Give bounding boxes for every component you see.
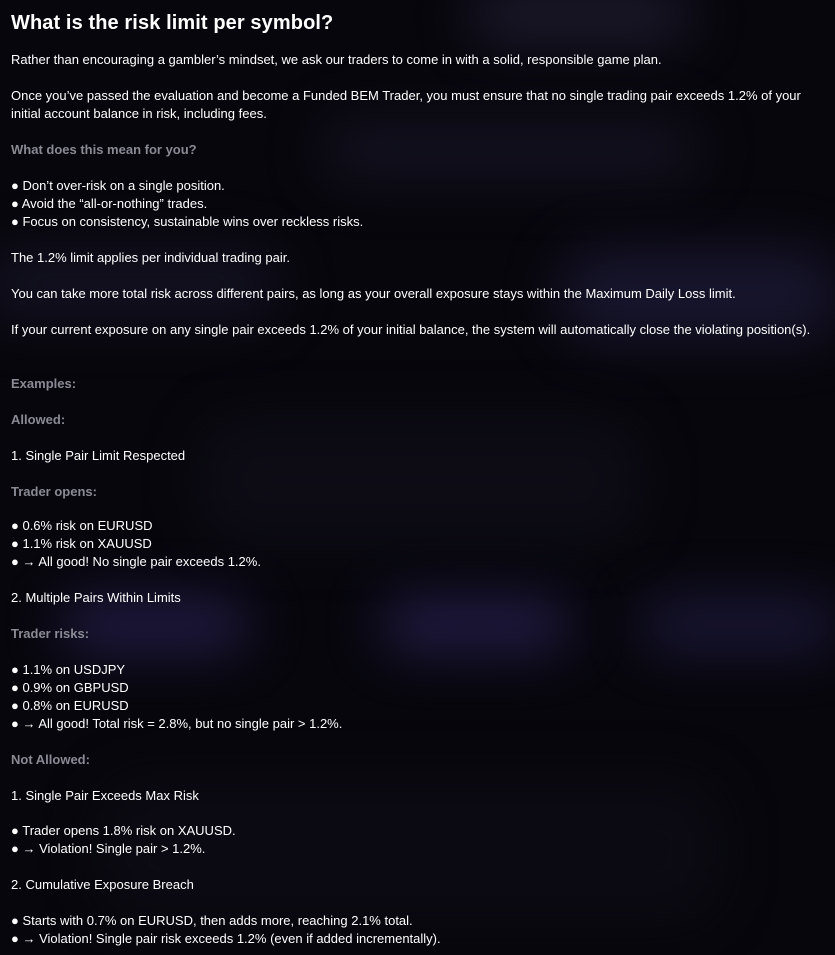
list-item: ● Trader opens 1.8% risk on XAUUSD. [11,823,236,838]
list-item: ● → Violation! Single pair > 1.2%. [11,841,206,856]
list-item: ● Avoid the “all-or-nothing” trades. [11,196,208,211]
not-allowed-example-2-title: 2. Cumulative Exposure Breach [11,877,194,892]
allowed-example-2-subheading: Trader risks: [11,626,90,641]
meaning-list [11,177,823,231]
list-item: ● Don’t over-risk on a single position. [11,178,225,193]
per-pair-paragraph: The 1.2% limit applies per individual trading pair. [11,250,290,265]
list-item: ● → Violation! Single pair risk exceeds 1.2% (even if added incrementally). [11,931,441,946]
allowed-heading: Allowed: [11,412,66,427]
list-item: ● → All good! Total risk = 2.8%, but no single pair > 1.2%. [11,716,343,731]
not-allowed-example-1-list [11,822,823,858]
meaning-heading: What does this mean for you? [11,142,197,157]
allowed-example-1-list [11,517,823,571]
allowed-example-2-title: 2. Multiple Pairs Within Limits [11,590,181,605]
funded-rule-paragraph: Once you’ve passed the evaluation and become a Funded BEM Trader, you must ensure that no single trading pair exceeds 1.2% of your initial account balance in risk, including fees. [11,88,801,121]
allowed-example-1-title: 1. Single Pair Limit Respected [11,448,186,463]
total-risk-paragraph: You can take more total risk across different pairs, as long as your overall exposure stays within the Maximum Daily Loss limit. [11,286,736,301]
auto-close-paragraph: If your current exposure on any single pair exceeds 1.2% of your initial balance, the system will automatically close the violating position(s). [11,322,811,337]
not-allowed-example-2-list [11,912,823,948]
list-item: ● 0.8% on EURUSD [11,698,129,713]
list-item: ● 1.1% risk on XAUUSD [11,536,152,551]
page-title: What is the risk limit per symbol? [11,12,334,34]
list-item: ● 0.9% on GBPUSD [11,680,129,695]
examples-heading: Examples: [11,376,77,391]
not-allowed-heading: Not Allowed: [11,752,90,767]
not-allowed-example-1-title: 1. Single Pair Exceeds Max Risk [11,788,199,803]
list-item: ● Starts with 0.7% on EURUSD, then adds more, reaching 2.1% total. [11,913,413,928]
faq-answer [0,0,835,38]
list-item: ● 1.1% on USDJPY [11,662,126,677]
intro-paragraph: Rather than encouraging a gambler’s mindset, we ask our traders to come in with a solid, responsible game plan. [11,52,662,67]
list-item: ● → All good! No single pair exceeds 1.2%. [11,554,261,569]
allowed-example-1-subheading: Trader opens: [11,484,97,499]
list-item: ● 0.6% risk on EURUSD [11,518,153,533]
allowed-example-2-list [11,661,823,733]
list-item: ● Focus on consistency, sustainable wins over reckless risks. [11,214,364,229]
